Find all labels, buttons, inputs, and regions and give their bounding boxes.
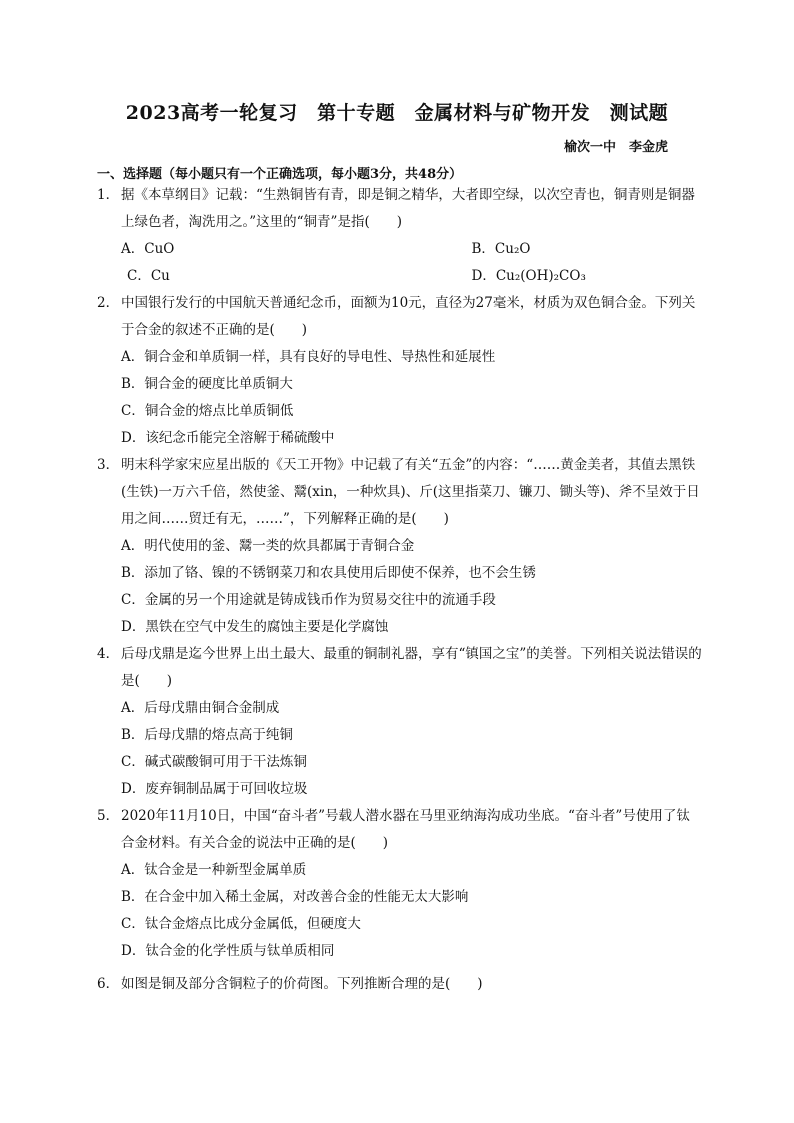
option-b: B．Cu₂O: [471, 241, 531, 257]
question-stem: 明末科学家宋应星出版的《天工开物》中记载了有关“五金”的内容：“……黄金美者，其值去黑铁(生铁)一万六千倍，然使釜、鬵(xin，一种炊具)、斤(这里指菜刀、镰刀、锄头等)、斧不呈效于日用之间……贸迁有无，……”，下列解释正确的是( ): [121, 457, 700, 527]
option-list: [97, 236, 702, 290]
question-stem: 如图是铜及部分含铜粒子的价荷图。下列推断合理的是( ): [121, 976, 483, 992]
section-heading: 一、选择题（每小题只有一个正确选项，每小题3分，共48分）: [97, 167, 463, 182]
option-d: D．黑铁在空气中发生的腐蚀主要是化学腐蚀: [121, 619, 389, 635]
question-number: 3．: [97, 457, 120, 473]
option-c: C．Cu: [127, 268, 170, 284]
question-number: 5．: [97, 808, 120, 824]
option-c: C．铜合金的熔点比单质铜低: [121, 403, 294, 419]
option-a: A．明代使用的釜、鬵一类的炊具都属于青铜合金: [121, 538, 415, 554]
option-list: [97, 695, 702, 803]
option-a: A．钛合金是一种新型金属单质: [121, 862, 307, 878]
option-a: A．CuO: [121, 241, 175, 257]
option-c: C．碱式碳酸铜可用于干法炼铜: [121, 754, 307, 770]
question-number: 2．: [97, 295, 120, 311]
option-a: A．铜合金和单质铜一样，具有良好的导电性、导热性和延展性: [121, 349, 496, 365]
question-6: [97, 971, 702, 998]
option-b: B．后母戊鼎的熔点高于纯铜: [121, 727, 293, 743]
option-c: C．钛合金熔点比成分金属低，但硬度大: [121, 916, 361, 932]
option-a: A．后母戊鼎由铜合金制成: [121, 700, 280, 716]
question-number: 1．: [97, 187, 120, 203]
question-2: [97, 290, 702, 452]
question-stem: 2020年11月10日，中国“奋斗者”号载人潜水器在马里亚纳海沟成功坐底。“奋斗者”号使用了钛合金材料。有关合金的说法中正确的是( ): [121, 808, 690, 851]
question-stem: 后母戊鼎是迄今世界上出土最大、最重的铜制礼器，享有“镇国之宝”的美誉。下列相关说法错误的是( ): [121, 646, 702, 689]
question-stem: 据《本草纲目》记载：“生熟铜皆有青，即是铜之精华，大者即空绿，以次空青也，铜青则是铜器上绿色者，淘洗用之。”这里的“铜青”是指( ): [121, 187, 695, 230]
question-number: 6．: [97, 976, 120, 992]
option-list: [97, 344, 702, 452]
option-list: [97, 533, 702, 641]
question-4: [97, 641, 702, 803]
question-1: [97, 182, 702, 290]
question-list: [97, 182, 702, 998]
question-5: [97, 803, 702, 965]
option-b: B．添加了铬、镍的不锈钢菜刀和农具使用后即使不保养，也不会生锈: [121, 565, 536, 581]
page-title: 2023高考一轮复习 第十专题 金属材料与矿物开发 测试题: [125, 102, 669, 124]
option-c: C．金属的另一个用途就是铸成钱币作为贸易交往中的流通手段: [121, 592, 496, 608]
option-d: D．钛合金的化学性质与钛单质相同: [121, 943, 335, 959]
option-d: D．废弃铜制品属于可回收垃圾: [121, 781, 308, 797]
option-list: [97, 857, 702, 965]
author-line: 榆次一中 李金虎: [563, 140, 668, 155]
question-number: 4．: [97, 646, 120, 662]
option-b: B．在合金中加入稀土金属，对改善合金的性能无太大影响: [121, 889, 469, 905]
option-b: B．铜合金的硬度比单质铜大: [121, 376, 293, 392]
question-stem: 中国银行发行的中国航天普通纪念币，面额为10元，直径为27毫米，材质为双色铜合金。下列关于合金的叙述不正确的是( ): [121, 295, 696, 338]
question-3: [97, 452, 702, 641]
option-d: D．Cu₂(OH)₂CO₃: [471, 268, 586, 284]
option-d: D．该纪念币能完全溶解于稀硫酸中: [121, 430, 335, 446]
